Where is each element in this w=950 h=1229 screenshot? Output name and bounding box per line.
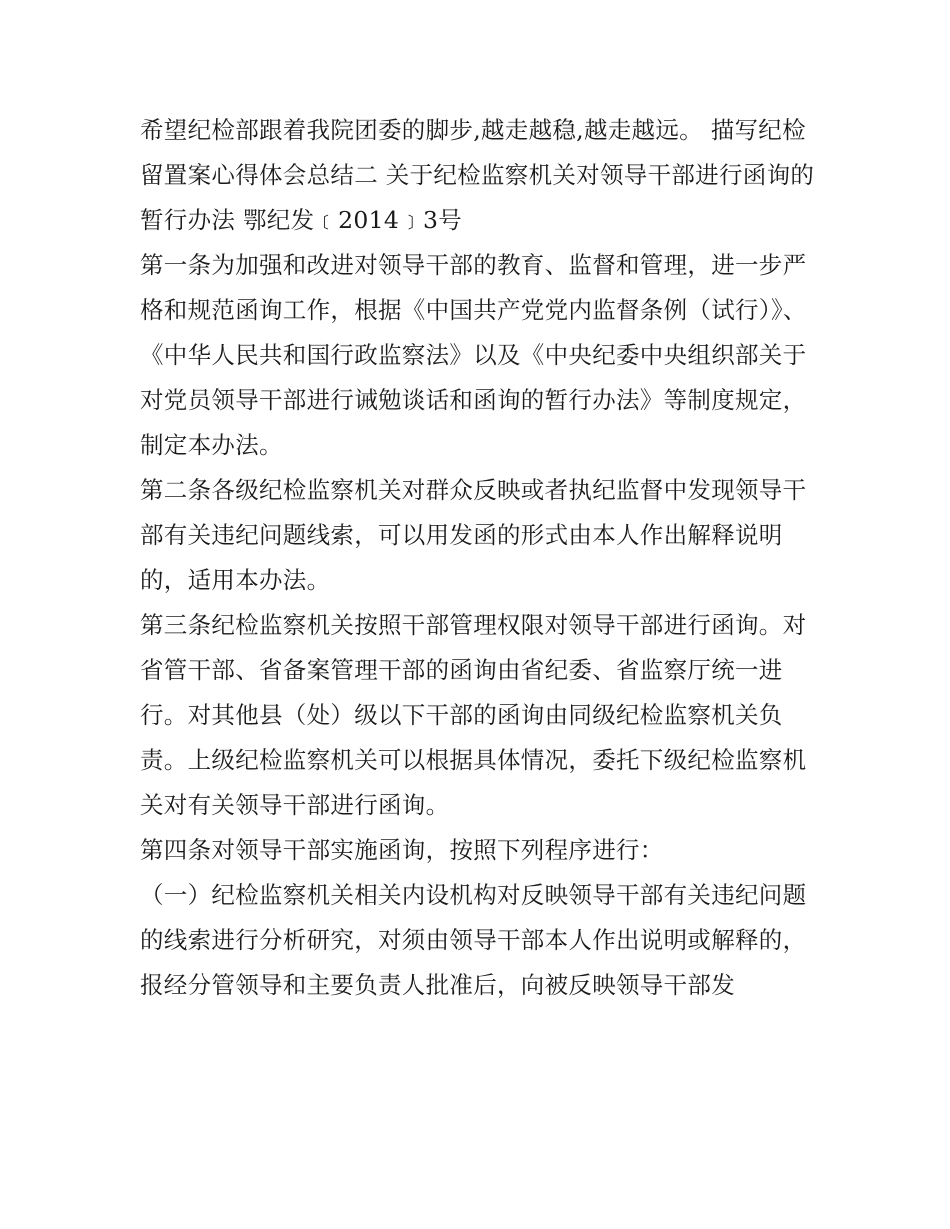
paragraph-article-3: 第三条纪检监察机关按照干部管理权限对领导干部进行函询。对省管干部、省备案管理干部的函询由省纪委、省监察厅统一进行。对其他县（处）级以下干部的函询由同级纪检监察机关负责。上级纪检监察机关可以根据具体情况，委托下级纪检监察机关对有关领导干部进行函询。 [140,611,807,819]
document-body [140,108,820,1008]
paragraph-article-4: 第四条对领导干部实施函询，按照下列程序进行： [140,836,664,864]
paragraph-article-4-item-1: （一）纪检监察机关相关内设机构对反映领导干部有关违纪问题的线索进行分析研究，对须由领导干部本人作出说明或解释的，报经分管领导和主要负责人批准后，向被反映领导干部发 [140,881,807,999]
paragraph-article-1: 第一条为加强和改进对领导干部的教育、监督和管理，进一步严格和规范函询工作，根据《中国共产党党内监督条例（试行）》、《中华人民共和国行政监察法》以及《中央纪委中央组织部关于对党员领导干部进行诫勉谈话和函询的暂行办法》等制度规定，制定本办法。 [140,251,807,459]
paragraph-intro: 希望纪检部跟着我院团委的脚步,越走越稳,越走越远。 描写纪检留置案心得体会总结二 关于纪检监察机关对领导干部进行函询的暂行办法 鄂纪发﹝2014﹞3号 [140,116,815,234]
paragraph-article-2: 第二条各级纪检监察机关对群众反映或者执纪监督中发现领导干部有关违纪问题线索，可以用发函的形式由本人作出解释说明的，适用本办法。 [140,476,807,594]
